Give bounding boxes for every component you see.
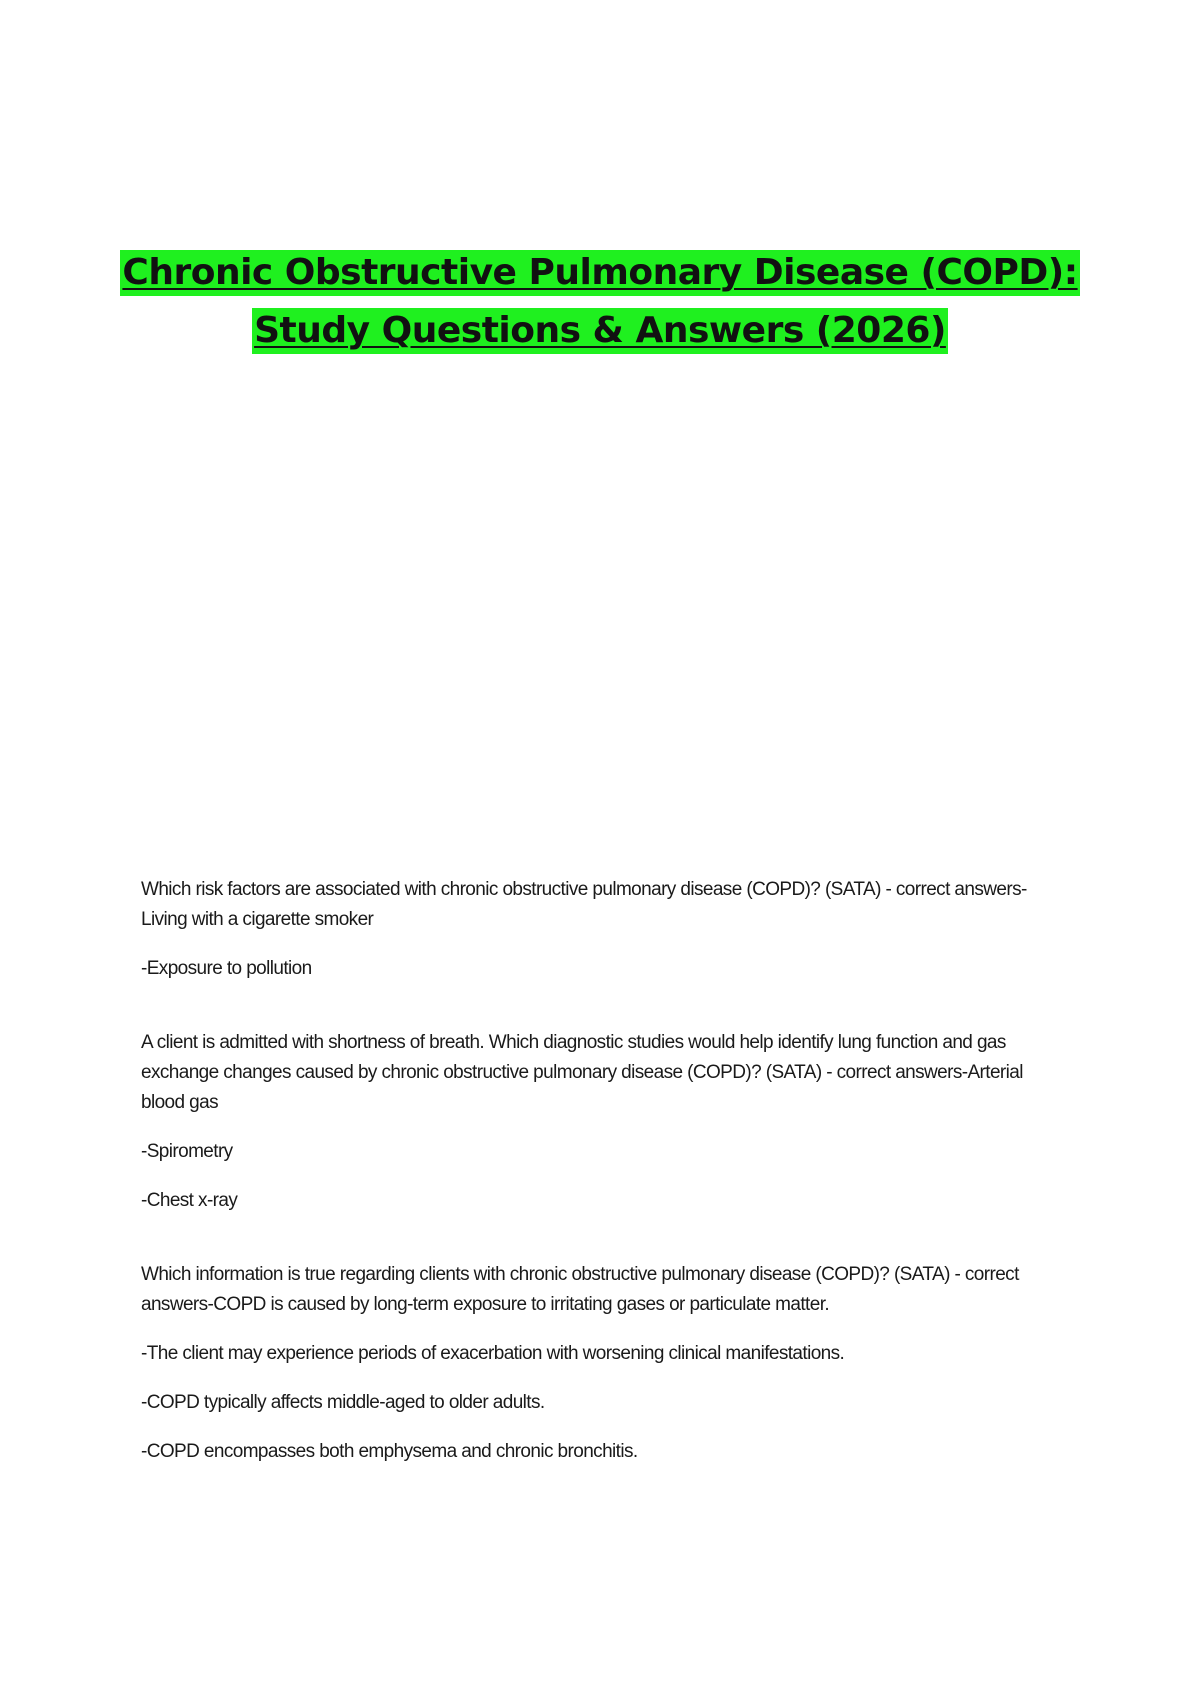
answer-text: -Spirometry [141, 1141, 233, 1162]
qa-content [141, 875, 1061, 1511]
title-line-1: Chronic Obstructive Pulmonary Disease (COPD): [120, 250, 1079, 296]
document-title [0, 250, 1200, 366]
answer-text: -Exposure to pollution [141, 958, 312, 979]
qa-item [141, 875, 1061, 984]
question-text: Which information is true regarding clients with chronic obstructive pulmonary disease (COPD)? (SATA) - correct answers-COPD is caused by long-term exposure to irritating gases or particulate matter. [141, 1264, 1019, 1315]
qa-item [141, 1028, 1061, 1216]
answer-text: -COPD encompasses both emphysema and chronic bronchitis. [141, 1441, 638, 1462]
answer-text: -Chest x-ray [141, 1190, 238, 1211]
qa-item [141, 1260, 1061, 1467]
question-text: Which risk factors are associated with chronic obstructive pulmonary disease (COPD)? (SATA) - correct answers-Living with a cigarette smoker [141, 879, 1027, 930]
answer-text: -COPD typically affects middle-aged to older adults. [141, 1392, 545, 1413]
title-line-2: Study Questions & Answers (2026) [252, 308, 948, 354]
answer-text: -The client may experience periods of exacerbation with worsening clinical manifestations. [141, 1343, 845, 1364]
question-text: A client is admitted with shortness of breath. Which diagnostic studies would help identify lung function and gas exchange changes caused by chronic obstructive pulmonary disease (COPD)? (SATA) - correct answers-Arterial blood gas [141, 1032, 1023, 1113]
